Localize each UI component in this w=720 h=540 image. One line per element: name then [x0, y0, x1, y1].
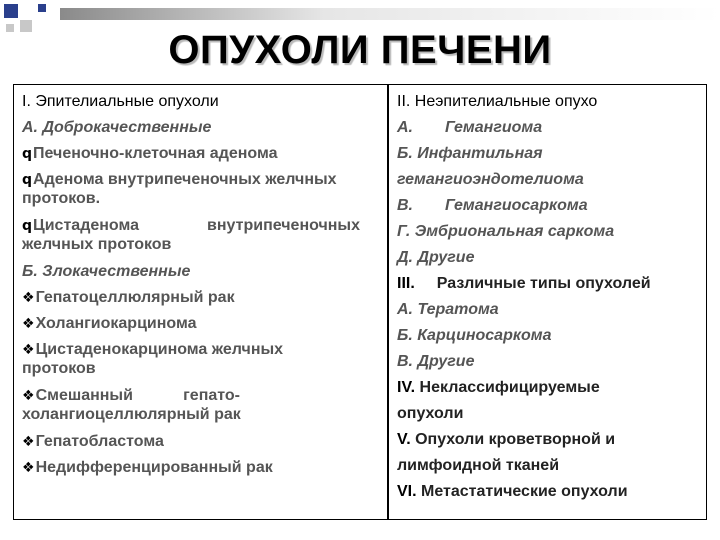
list-item-continuation: желчных протоков: [22, 236, 172, 253]
section-label: Неклассифицируемые: [415, 379, 600, 396]
list-item: [22, 311, 382, 337]
section-number: V.: [397, 431, 411, 448]
list-item: [397, 193, 702, 219]
section-number: IV.: [397, 379, 416, 396]
page-title: ОПУХОЛИ ПЕЧЕНИ: [168, 28, 552, 72]
list-item-text: внутрипеченочных: [207, 217, 360, 234]
section-label: Различные типы опухолей: [436, 275, 651, 292]
list-item-continuation: холангиоцеллюлярный рак: [22, 406, 241, 423]
list-item: Д. Другие: [397, 249, 475, 266]
list-item-text: Недифференцированный рак: [35, 459, 273, 476]
list-item: [397, 115, 702, 141]
section-heading-metastatic: [397, 479, 702, 505]
diamond-bullet-icon: ❖: [22, 434, 35, 450]
section-heading-hematopoietic: [397, 427, 702, 453]
item-letter: А.: [397, 119, 413, 136]
section-heading-continuation: опухоли: [397, 405, 464, 422]
section-heading-continuation: лимфоидной тканей: [397, 457, 560, 474]
list-item-text: Цистаденокарцинома желчных: [35, 341, 284, 358]
list-item-continuation: протоков.: [22, 190, 101, 207]
diamond-bullet-icon: ❖: [22, 342, 35, 358]
list-item-continuation: гемангиоэндотелиома: [397, 171, 584, 188]
list-item-text: Смешанный: [35, 387, 133, 404]
checkbox-bullet-icon: q: [22, 218, 33, 234]
section-number: I.: [22, 93, 31, 110]
section-number: II.: [397, 93, 411, 110]
section-heading-unclassified: [397, 375, 702, 401]
checkbox-bullet-icon: q: [22, 146, 33, 162]
list-item: Г. Эмбриональная саркома: [397, 223, 615, 240]
list-item-text: Печеночно-клеточная аденома: [33, 145, 278, 162]
diamond-bullet-icon: ❖: [22, 460, 35, 476]
top-gradient-bar: [60, 8, 720, 20]
section-label: Опухоли кроветворной и: [410, 431, 616, 448]
list-item-text: Гепатобластома: [35, 433, 164, 450]
checkbox-bullet-icon: q: [22, 172, 33, 188]
section-number: VI.: [397, 483, 417, 500]
deco-square-blue: [4, 4, 18, 18]
list-item: В. Другие: [397, 353, 475, 370]
list-item-text: гепато-: [183, 387, 240, 404]
item-text: Гемангиосаркома: [445, 197, 588, 214]
list-item: [22, 429, 382, 455]
list-item-text: Цистаденома: [33, 217, 139, 234]
section-heading-nonepithelial: [397, 89, 702, 115]
deco-square-blue-small: [38, 4, 46, 12]
list-item: Б. Инфантильная: [397, 145, 543, 162]
list-item-continuation: протоков: [22, 360, 96, 377]
list-item-text: Аденома внутрипеченочных желчных: [33, 171, 337, 188]
subheading-malignant: Б. Злокачественные: [22, 263, 191, 280]
section-number: III.: [397, 275, 415, 292]
item-letter: В.: [397, 197, 413, 214]
section-heading-epithelial: [22, 89, 382, 115]
section-label: Эпителиальные опухоли: [30, 93, 219, 110]
item-text: Гемангиома: [445, 119, 543, 136]
diamond-bullet-icon: ❖: [22, 388, 35, 404]
left-column: [22, 89, 382, 481]
list-item: Б. Карциносаркома: [397, 327, 552, 344]
list-item: А. Тератома: [397, 301, 499, 318]
list-item: [22, 285, 382, 311]
column-divider: [387, 84, 389, 520]
diamond-bullet-icon: ❖: [22, 316, 35, 332]
section-label: Неэпителиальные опухо: [410, 93, 598, 110]
diamond-bullet-icon: ❖: [22, 290, 35, 306]
list-item-text: Гепатоцеллюлярный рак: [35, 289, 235, 306]
right-column: [397, 89, 702, 505]
section-label: Метастатические опухоли: [416, 483, 628, 500]
list-item: [22, 455, 382, 481]
list-item-text: Холангиокарцинома: [35, 315, 197, 332]
list-item: [22, 141, 382, 167]
subheading-benign: А. Доброкачественные: [22, 119, 212, 136]
section-heading-various: [397, 271, 702, 297]
